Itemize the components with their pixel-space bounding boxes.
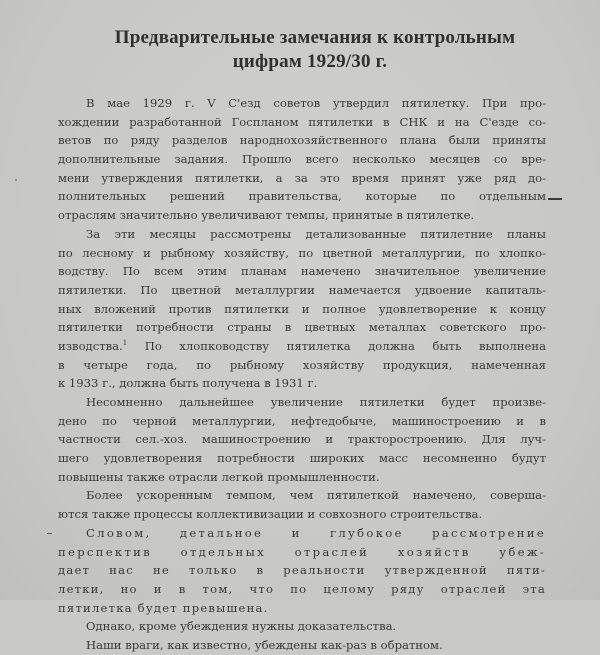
text-line: хождении разработанной Госпланом пятилетки в СНК и на С'езде со- (58, 114, 546, 129)
text-line: повышены также отрасли легкой промышленности. (58, 469, 380, 484)
text-line: отраслям значительно увеличивают темпы, принятые в пятилетке. (58, 208, 475, 223)
text-line (58, 337, 546, 356)
text-line: мени утверждения пятилетки, а за это время принят уже ряд до- (58, 170, 546, 185)
text-line: шего удовлетворения потребности широких масс несомненно будут (58, 451, 546, 466)
text-line: ных вложений против пятилетки и полное удовлетворение к концу (58, 301, 546, 316)
text-line: полнительных решений правительства, которые по отдельным (58, 189, 546, 204)
text-line: к 1933 г., должна быть получена в 1931 г. (58, 376, 318, 391)
footnote-marker[interactable]: 1 (122, 339, 128, 348)
text-segment: По хлопководству пятилетка должна быть выполнена (127, 338, 546, 353)
body-text (58, 94, 546, 655)
page-title (0, 26, 600, 74)
text-line: дополнительные задания. Прошло всего несколько месяцев со вре- (58, 152, 546, 167)
text-line: пятилетки потребности страны в цветных металлах советского про- (58, 320, 546, 335)
text-segment: изводства. (58, 338, 123, 353)
margin-tick-mark (47, 533, 52, 534)
text-line: по лесному и рыбному хозяйству, по цветной металлургии, по хлопко- (58, 245, 546, 260)
text-line: пятилетка будет превышена. (58, 600, 269, 615)
text-line: Однако, кроме убеждения нужны доказательства. (86, 619, 397, 634)
text-line: ются также процессы коллективизации и совхозного строительства. (58, 507, 483, 522)
margin-dash-mark (548, 198, 562, 200)
text-line: пятилетки. По цветной металлургии намечается удвоение капиталь- (58, 282, 546, 297)
text-line: Несомненно дальнейшее увеличение пятилетки будет произве- (86, 395, 546, 409)
text-line: В мае 1929 г. V С'езд советов утвердил пятилетку. При про- (86, 96, 546, 110)
title-line-1: Предварительные замечания к контрольным (114, 27, 516, 48)
text-line: водству. По всем этим планам намечено значительное увеличение (58, 264, 546, 279)
text-line: дено по черной металлургии, нефтедобыче, машиностроению и в (58, 413, 546, 428)
text-line: перспектив отдельных отраслей хозяйств убеж- (58, 544, 546, 559)
margin-dot (15, 179, 17, 181)
text-line: Наши враги, как известно, убеждены как-раз в обратном. (86, 637, 443, 652)
text-line: дает нас не только в реальности утвержденной пяти- (58, 563, 546, 578)
text-line: За эти месяцы рассмотрены детализованные пятилетние планы (86, 226, 546, 241)
text-line: Более ускоренным темпом, чем пятилеткой намечено, соверша- (86, 488, 546, 503)
title-line-2: цифрам 1929/30 г. (232, 51, 388, 72)
text-line: ветов по ряду разделов народнохозяйственного плана были приняты (58, 133, 546, 148)
text-line: в четыре года, по рыбному хозяйству продукция, намеченная (58, 357, 546, 372)
text-line: частности сел.-хоз. машиностроению и тракторостроению. Для луч- (58, 432, 546, 447)
text-line: Словом, детальное и глубокое рассмотрение (86, 525, 546, 540)
text-line: летки, но и в том, что по целому ряду отраслей эта (58, 581, 546, 596)
